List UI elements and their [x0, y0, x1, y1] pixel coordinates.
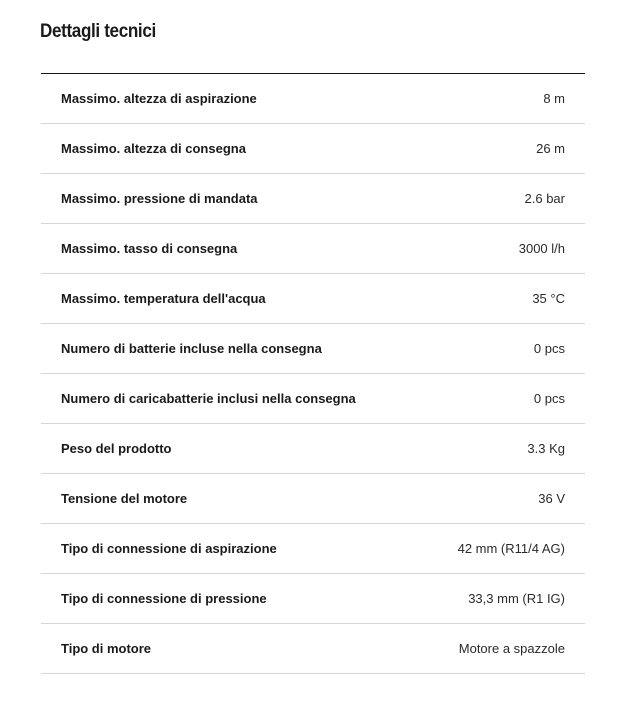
spec-value: 26 m [536, 141, 565, 156]
spec-label: Tipo di connessione di aspirazione [61, 541, 277, 556]
spec-label: Massimo. altezza di aspirazione [61, 91, 257, 106]
spec-row-max-delivery-pressure [41, 174, 585, 224]
spec-value: Motore a spazzole [458, 641, 565, 656]
spec-value: 3000 l/h [518, 241, 565, 256]
spec-label: Tipo di connessione di pressione [61, 591, 267, 606]
spec-label: Tensione del motore [61, 491, 188, 506]
specs-table [41, 73, 585, 674]
spec-label: Numero di caricabatterie inclusi nella consegna [61, 391, 356, 406]
spec-row-motor-type [41, 624, 585, 674]
spec-value: 8 m [543, 91, 565, 106]
spec-value: 0 pcs [533, 341, 565, 356]
spec-row-chargers-included [41, 374, 585, 424]
spec-label: Massimo. altezza di consegna [61, 141, 246, 156]
spec-value: 3.3 Kg [527, 441, 565, 456]
spec-label: Massimo. tasso di consegna [61, 241, 238, 256]
spec-value: 0 pcs [533, 391, 565, 406]
spec-row-max-water-temperature [41, 274, 585, 324]
spec-row-max-suction-height [41, 74, 585, 124]
spec-row-max-delivery-height [41, 124, 585, 174]
spec-value: 36 V [538, 491, 565, 506]
spec-label: Massimo. temperatura dell'acqua [61, 291, 266, 306]
spec-row-suction-connection [41, 524, 585, 574]
spec-label: Tipo di motore [61, 641, 152, 656]
section-title: Dettagli tecnici [40, 21, 156, 42]
spec-value: 42 mm (R11/4 AG) [457, 541, 565, 556]
spec-row-batteries-included [41, 324, 585, 374]
spec-label: Peso del prodotto [61, 441, 172, 456]
spec-value: 35 °C [532, 291, 565, 306]
spec-value: 2.6 bar [524, 191, 565, 206]
spec-label: Numero di batterie incluse nella consegna [61, 341, 322, 356]
spec-row-pressure-connection [41, 574, 585, 624]
spec-value: 33,3 mm (R1 IG) [468, 591, 565, 606]
spec-row-product-weight [41, 424, 585, 474]
spec-label: Massimo. pressione di mandata [61, 191, 258, 206]
spec-row-motor-voltage [41, 474, 585, 524]
spec-row-max-delivery-rate [41, 224, 585, 274]
